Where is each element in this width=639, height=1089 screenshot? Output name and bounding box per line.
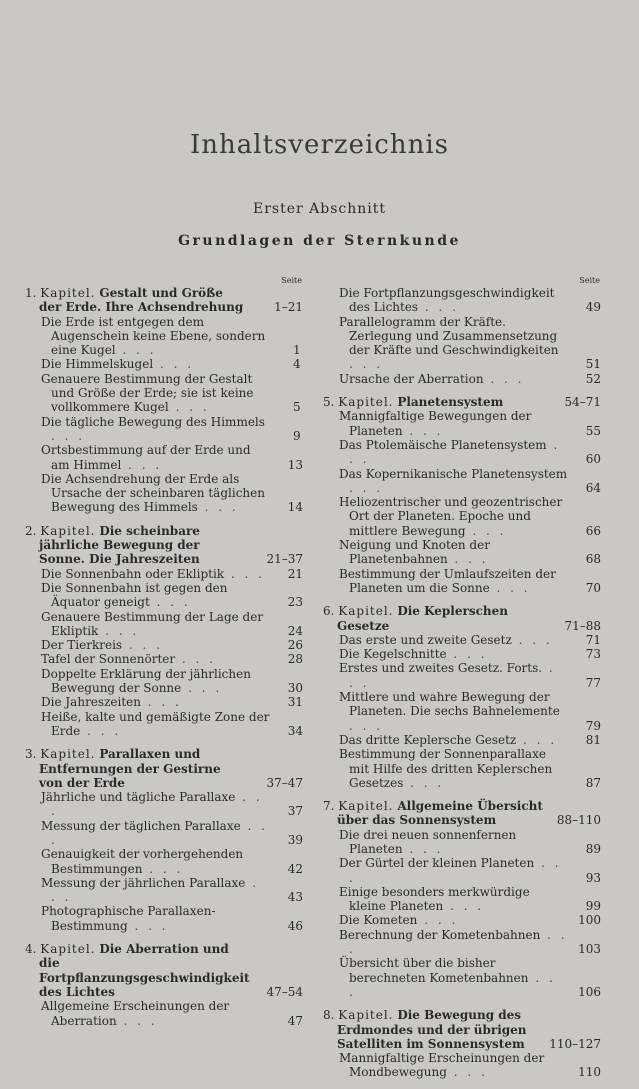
entry-text: Mannigfaltige Erscheinungen der Mondbewegung xyxy=(339,1051,545,1080)
entry-page: 31 xyxy=(287,695,303,710)
entry-text: Allgemeine Erscheinungen der Aberration xyxy=(41,999,230,1028)
toc-chapter xyxy=(323,286,603,386)
chapter-label: Kapitel. xyxy=(338,395,394,410)
toc-entry: Die tägliche Bewegung des Himmels . . . 9 xyxy=(41,414,301,443)
chapter-pages: 71–88 xyxy=(564,618,601,633)
entry-page: 106 xyxy=(578,984,601,999)
toc-chapter xyxy=(323,799,603,999)
toc-entry: Die drei neuen sonnenfernen Planeten . . . 89 xyxy=(339,827,601,856)
entry-page: 51 xyxy=(585,357,601,372)
entry-text: Heiße, kalte und gemäßigte Zone der Erde xyxy=(41,709,270,738)
entry-text: Die Sonnenbahn ist gegen den Äquator geneigt xyxy=(41,580,228,610)
chapter-pages: 37–47 xyxy=(266,775,303,790)
chapter-heading xyxy=(323,604,603,633)
toc-entry: Die Sonnenbahn ist gegen den Äquator geneigt . . . 23 xyxy=(41,580,303,610)
chapter-label: Kapitel. xyxy=(338,799,394,814)
entry-text: Die Erde ist entgegen dem Augenschein keine Ebene, sondern eine Kugel xyxy=(41,314,266,358)
toc-entry: Messung der jährlichen Parallaxe . . . 43 xyxy=(41,875,303,905)
entry-page: 21 xyxy=(287,566,303,581)
section-heading: Erster Abschnitt xyxy=(252,201,386,217)
toc-entry: Genauere Bestimmung der Gestalt und Größe der Erde; sie ist keine vollkommere Kugel . . . 5 xyxy=(41,371,301,415)
toc-entry: Ursache der Aberration . . . 52 xyxy=(339,371,601,386)
toc-entry: Der Gürtel der kleinen Planeten . . . 93 xyxy=(339,856,601,885)
toc-entry: Photographische Parallaxen-Bestimmung . . . 46 xyxy=(41,904,303,933)
toc-chapter xyxy=(323,395,603,595)
entry-page: 34 xyxy=(287,723,303,738)
section-title: Grundlagen der Sternkunde xyxy=(178,233,461,249)
toc-entry: Heliozentrischer und geozentrischer Ort der Planeten. Epoche und mittlere Bewegung . . . 66 xyxy=(339,495,601,538)
toc-right-column xyxy=(323,276,603,1089)
chapter-number: 7. xyxy=(323,799,335,814)
entry-text: Das erste und zweite Gesetz xyxy=(339,632,512,647)
toc-entry: Übersicht über die bisher berechneten Kometenbahnen . . . 106 xyxy=(339,956,601,999)
entry-page: 49 xyxy=(585,300,601,315)
entry-text: Der Tierkreis xyxy=(41,638,123,653)
seite-label: Seite xyxy=(281,276,302,285)
toc-entry: Die Jahreszeiten . . . 31 xyxy=(41,695,303,710)
toc-entry: Der Tierkreis . . . 26 xyxy=(41,638,303,653)
chapter-label: Kapitel. xyxy=(40,747,96,762)
toc-entry: Die Sonnenbahn oder Ekliptik . . . 21 xyxy=(41,566,303,581)
toc-entry: Genauigkeit der vorhergehenden Bestimmungen . . . 42 xyxy=(41,847,303,876)
entry-text: Photographische Parallaxen-Bestimmung xyxy=(41,904,216,933)
chapter-pages: 54–71 xyxy=(564,395,601,410)
toc-entry: Das dritte Keplersche Gesetz . . . 81 xyxy=(339,732,601,747)
chapter-title: Gestalt und Größe der Erde. Ihre Achsendrehung xyxy=(39,286,244,315)
entry-text: Erstes und zweites Gesetz. Forts. xyxy=(339,661,543,676)
entry-text: Neigung und Knoten der Planetenbahnen xyxy=(339,538,490,567)
chapter-title: Parallaxen und Entfernungen der Gestirne von der Erde xyxy=(39,747,221,790)
page-title: Inhaltsverzeichnis xyxy=(190,130,449,160)
toc-entry: Bestimmung der Umlaufszeiten der Planeten um die Sonne . . . 70 xyxy=(339,566,601,595)
chapter-number: 8. xyxy=(323,1008,335,1023)
toc-chapter xyxy=(323,1008,603,1079)
toc-entry: Tafel der Sonnenörter . . . 28 xyxy=(41,652,303,667)
entry-text: Die Kometen xyxy=(339,913,418,928)
entry-text: Die drei neuen sonnenfernen Planeten xyxy=(339,827,517,856)
entry-page: 55 xyxy=(585,423,601,438)
toc-entry: Messung der täglichen Parallaxe . . . 39 xyxy=(41,818,303,847)
entry-text: Jährliche und tägliche Parallaxe xyxy=(41,790,236,805)
chapter-number: 1. xyxy=(25,286,37,300)
entry-text: Die Himmelskugel xyxy=(41,357,154,372)
entry-page: 47 xyxy=(287,1013,303,1028)
toc-left-column xyxy=(25,276,305,1037)
toc-entry: Das Kopernikanische Planetensystem . . . 64 xyxy=(339,466,601,495)
entry-page: 79 xyxy=(585,718,601,733)
chapter-title: Allgemeine Übersicht über das Sonnensystem xyxy=(337,799,543,828)
entry-text: Der Gürtel der kleinen Planeten xyxy=(339,856,535,871)
chapter-number: 5. xyxy=(323,395,335,410)
entry-page: 26 xyxy=(287,638,303,653)
entry-page: 37 xyxy=(287,804,303,819)
chapter-pages: 1–21 xyxy=(274,300,303,315)
entry-text: Genauigkeit der vorhergehenden Bestimmungen xyxy=(41,847,244,876)
entry-text: Das Ptolemäische Planetensystem xyxy=(339,437,547,452)
toc-entry: Mannigfaltige Bewegungen der Planeten . . . 55 xyxy=(339,409,601,438)
entry-text: Die Kegelschnitte xyxy=(339,647,447,662)
entry-text: Übersicht über die bisher berechneten Kometenbahnen xyxy=(339,956,529,985)
entry-page: 103 xyxy=(578,942,601,957)
toc-entry: Neigung und Knoten der Planetenbahnen . . . 68 xyxy=(339,538,601,567)
toc-entry: Ortsbestimmung auf der Erde und am Himmel . . . 13 xyxy=(41,443,303,472)
entry-page: 42 xyxy=(287,861,303,876)
toc-chapter xyxy=(25,942,305,1028)
chapter-title: Die scheinbare jährliche Bewegung der Sonne. Die Jahreszeiten xyxy=(39,523,200,567)
toc-chapter xyxy=(25,747,305,933)
chapter-heading xyxy=(25,524,305,567)
chapter-number: 3. xyxy=(25,747,37,762)
chapter-label: Kapitel. xyxy=(40,942,96,957)
chapter-title: Planetensystem xyxy=(397,395,504,410)
entry-page: 93 xyxy=(585,870,601,885)
chapter-heading xyxy=(25,942,305,999)
chapter-label: Kapitel. xyxy=(40,523,96,538)
toc-entry: Berechnung der Kometenbahnen . . . 103 xyxy=(339,927,601,957)
toc-entry: Die Fortpflanzungsgeschwindigkeit des Lichtes . . . 49 xyxy=(339,286,601,315)
chapter-title: Die Bewegung des Erdmondes und der übrigen Satelliten im Sonnensystem xyxy=(337,1008,527,1051)
entry-page: 99 xyxy=(585,899,601,914)
entry-text: Messung der täglichen Parallaxe xyxy=(41,818,241,833)
entry-text: Berechnung der Kometenbahnen xyxy=(339,927,541,942)
toc-entry: Jährliche und tägliche Parallaxe . . . 37 xyxy=(41,790,303,819)
entry-text: Bestimmung der Umlaufszeiten der Planeten um die Sonne xyxy=(339,566,556,595)
entry-text: Genauere Bestimmung der Gestalt und Größe der Erde; sie ist keine vollkommere Kugel xyxy=(41,371,254,415)
entry-text: Parallelogramm der Kräfte. Zerlegung und Zusammensetzung der Kräfte und Geschwindigkeiten xyxy=(339,314,559,358)
chapter-pages: 88–110 xyxy=(556,813,601,828)
entry-page: 64 xyxy=(585,480,601,495)
entry-text: Doppelte Erklärung der jährlichen Bewegung der Sonne xyxy=(41,666,251,696)
chapter-heading xyxy=(323,1008,603,1051)
chapter-title: Die Keplerschen Gesetze xyxy=(337,604,508,633)
entry-text: Heliozentrischer und geozentrischer Ort der Planeten. Epoche und mittlere Bewegung xyxy=(339,495,563,538)
entry-page: 89 xyxy=(585,841,601,856)
entry-text: Ortsbestimmung auf der Erde und am Himmel xyxy=(41,443,251,472)
toc-entry: Das erste und zweite Gesetz . . . 71 xyxy=(339,632,601,647)
entry-page: 52 xyxy=(585,371,601,386)
entry-text: Das dritte Keplersche Gesetz xyxy=(339,732,517,747)
entry-text: Das Kopernikanische Planetensystem xyxy=(339,466,568,481)
chapter-label: Kapitel. xyxy=(40,286,96,300)
entry-text: Die tägliche Bewegung des Himmels xyxy=(41,414,265,429)
entry-text: Messung der jährlichen Parallaxe xyxy=(41,875,246,890)
toc-entry: Erstes und zweites Gesetz. Forts. . . . 77 xyxy=(339,661,601,690)
entry-text: Einige besonders merkwürdige kleine Planeten xyxy=(339,884,530,914)
toc-entry: Die Erde ist entgegen dem Augenschein keine Ebene, sondern eine Kugel . . . 1 xyxy=(41,314,301,358)
entry-text: Mittlere und wahre Bewegung der Planeten. Die sechs Bahnelemente xyxy=(339,690,560,719)
toc-entry: Genauere Bestimmung der Lage der Ekliptik . . . 24 xyxy=(41,609,303,638)
toc-entry: Doppelte Erklärung der jährlichen Bewegung der Sonne . . . 30 xyxy=(41,666,303,696)
chapter-heading xyxy=(25,286,305,315)
entry-text: Tafel der Sonnenörter xyxy=(41,652,176,667)
toc-entry: Die Kometen . . . 100 xyxy=(339,913,601,928)
entry-page: 66 xyxy=(585,523,601,538)
chapter-heading xyxy=(323,395,603,409)
entry-page: 39 xyxy=(287,832,303,847)
toc-entry: Die Achsendrehung der Erde als Ursache der scheinbaren täglichen Bewegung des Himmels . . . 14 xyxy=(41,471,303,515)
chapter-title: Die Aberration und die Fortpflanzungsgeschwindigkeit des Lichtes xyxy=(39,942,250,999)
entry-page: 28 xyxy=(287,652,303,667)
toc-chapter xyxy=(25,524,305,738)
toc-chapter xyxy=(25,286,305,515)
chapter-number: 4. xyxy=(25,942,37,957)
chapter-pages: 21–37 xyxy=(266,552,303,567)
chapter-heading xyxy=(25,747,305,790)
entry-page: 71 xyxy=(585,632,601,647)
chapter-number: 2. xyxy=(25,523,37,538)
toc-entry: Bestimmung der Sonnenparallaxe mit Hilfe des dritten Keplerschen Gesetzes . . . 87 xyxy=(339,747,601,790)
toc-entry: Heiße, kalte und gemäßigte Zone der Erde . . . 34 xyxy=(41,709,303,738)
chapter-label: Kapitel. xyxy=(338,1008,394,1023)
entry-page: 46 xyxy=(287,918,303,933)
entry-text: Die Jahreszeiten xyxy=(41,695,141,710)
entry-page: 14 xyxy=(287,500,303,515)
toc-entry: Das Ptolemäische Planetensystem . . . 60 xyxy=(339,437,601,467)
entry-text: Ursache der Aberration xyxy=(339,371,484,386)
toc-entry: Die Kegelschnitte . . . 73 xyxy=(339,647,601,662)
entry-page: 110 xyxy=(578,1065,601,1080)
chapter-pages: 110–127 xyxy=(549,1036,601,1051)
entry-page: 70 xyxy=(585,580,601,595)
toc-entry: Mannigfaltige Erscheinungen der Mondbewegung . . . 110 xyxy=(339,1051,601,1080)
entry-page: 100 xyxy=(578,913,601,928)
chapter-pages: 47–54 xyxy=(266,984,303,999)
toc-entry: Allgemeine Erscheinungen der Aberration . . . 47 xyxy=(41,999,303,1028)
entry-page: 23 xyxy=(287,595,303,610)
entry-page: 73 xyxy=(585,647,601,662)
entry-page: 24 xyxy=(287,623,303,638)
entry-page: 68 xyxy=(585,552,601,567)
toc-entry: Einige besonders merkwürdige kleine Planeten . . . 99 xyxy=(339,884,601,914)
entry-page: 60 xyxy=(585,452,601,467)
chapter-heading xyxy=(323,799,603,828)
entry-text: Die Fortpflanzungsgeschwindigkeit des Lichtes xyxy=(339,286,555,315)
entry-text: Die Sonnenbahn oder Ekliptik xyxy=(41,566,225,581)
entry-page: 30 xyxy=(287,681,303,696)
toc-entry: Parallelogramm der Kräfte. Zerlegung und Zusammensetzung der Kräfte und Geschwindigkeiten . . . 51 xyxy=(339,314,601,372)
entry-page: 13 xyxy=(287,457,303,472)
entry-page: 43 xyxy=(287,890,303,905)
seite-label: Seite xyxy=(579,276,600,285)
entry-text: Genauere Bestimmung der Lage der Ekliptik xyxy=(41,609,264,638)
entry-text: Bestimmung der Sonnenparallaxe mit Hilfe des dritten Keplerschen Gesetzes xyxy=(339,747,553,790)
chapter-number: 6. xyxy=(323,604,335,619)
entry-page: 81 xyxy=(585,732,601,747)
entry-text: Die Achsendrehung der Erde als Ursache der scheinbaren täglichen Bewegung des Himmels xyxy=(41,471,265,515)
toc-entry: Die Himmelskugel . . . 4 xyxy=(41,357,301,372)
chapter-label: Kapitel. xyxy=(338,604,394,619)
entry-page: 87 xyxy=(585,775,601,790)
toc-chapter xyxy=(323,604,603,790)
entry-page: 77 xyxy=(585,675,601,690)
toc-entry: Mittlere und wahre Bewegung der Planeten. Die sechs Bahnelemente . . . 79 xyxy=(339,690,601,733)
entry-text: Mannigfaltige Bewegungen der Planeten xyxy=(339,409,532,438)
